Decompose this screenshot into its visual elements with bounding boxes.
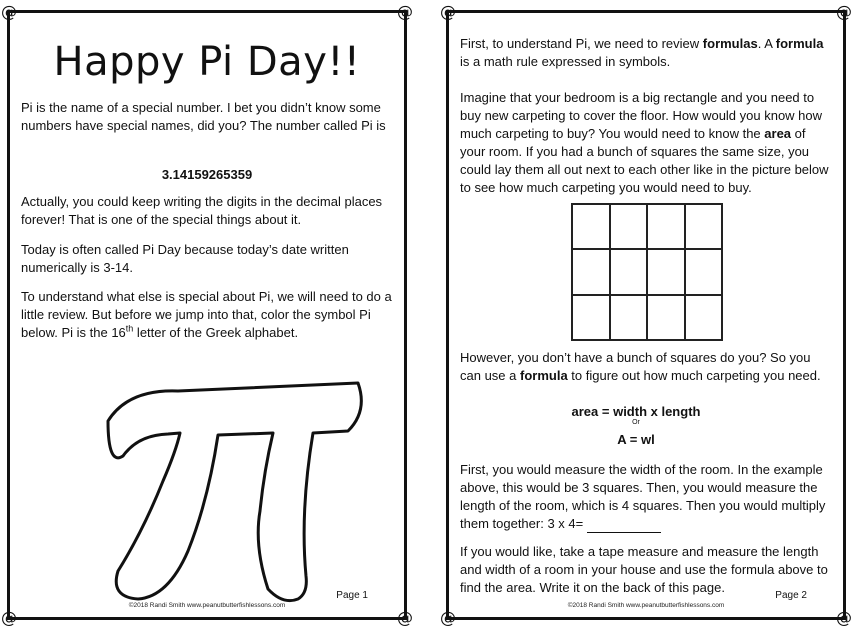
grid-cell xyxy=(610,295,648,340)
swirl-icon: @ xyxy=(1,2,17,21)
grid-cell xyxy=(685,295,723,340)
swirl-icon: @ xyxy=(1,608,17,627)
intro-paragraph: Pi is the name of a special number. I bet you didn’t know some numbers have special names, did you? The number called Pi is xyxy=(21,100,386,133)
worksheet-page-2 xyxy=(440,2,852,627)
copyright: ©2018 Randi Smith www.peanutbutterfishlessons.com xyxy=(567,602,725,609)
swirl-icon: @ xyxy=(397,2,413,21)
area-formula: area = width x length xyxy=(571,404,701,419)
swirl-icon: @ xyxy=(836,2,852,21)
grid-cell xyxy=(572,295,610,340)
review-paragraph: To understand what else is special about Pi, we will need to do a little review. But before we jump into that, color the symbol Pi below. Pi is the 16th letter of the Greek alphabet. xyxy=(21,289,392,340)
measure-paragraph: First, you would measure the width of the room. In the example above, this would be 3 squares. Then, you would measure the length of the room, which is 4 squares. Then you would multiply them together: 3 x 4= xyxy=(460,462,826,531)
decimal-paragraph: Actually, you could keep writing the digits in the decimal places forever! That is one of the special things about it. xyxy=(21,194,383,227)
grid-cell xyxy=(647,204,685,249)
grid-cell xyxy=(685,249,723,294)
grid-cell xyxy=(572,249,610,294)
page-number: Page 2 xyxy=(775,590,807,601)
page-title: Happy Pi Day!! xyxy=(53,39,361,85)
formulas-paragraph: First, to understand Pi, we need to review formulas. A formula is a math rule expressed in symbols. xyxy=(460,36,824,69)
or-label: Or xyxy=(632,419,640,426)
homework-paragraph: If you would like, take a tape measure and measure the length and width of a room in your house and use the formula above to find the area. Write it on the back of this page. xyxy=(460,544,828,595)
grid-cell xyxy=(647,295,685,340)
grid-cell xyxy=(647,249,685,294)
copyright: ©2018 Randi Smith www.peanutbutterfishlessons.com xyxy=(128,602,286,609)
page-number: Page 1 xyxy=(336,590,368,601)
swirl-icon: @ xyxy=(836,608,852,627)
pi-symbol-outline xyxy=(68,361,368,611)
formula-paragraph: However, you don’t have a bunch of squares do you? So you can use a formula to figure out how much carpeting you need. xyxy=(460,350,821,383)
pi-value: 3.14159265359 xyxy=(161,167,253,182)
swirl-icon: @ xyxy=(440,608,456,627)
grid-cell xyxy=(610,249,648,294)
bedroom-paragraph: Imagine that your bedroom is a big rectangle and you need to buy new carpeting to cover the floor. How would you know how much carpeting to buy? You would need to know the area of your room. If you had a bunch of squares the same size, you could lay them all out next to each other like in the picture below to see how much carpeting you would need to buy. xyxy=(460,90,829,195)
worksheet-page-1 xyxy=(1,2,413,627)
grid-cell xyxy=(685,204,723,249)
grid-cell xyxy=(572,204,610,249)
answer-blank[interactable] xyxy=(587,520,661,533)
grid-cell xyxy=(610,204,648,249)
area-grid xyxy=(571,203,723,341)
swirl-icon: @ xyxy=(397,608,413,627)
swirl-icon: @ xyxy=(440,2,456,21)
short-formula: A = wl xyxy=(617,432,655,447)
pi-day-paragraph: Today is often called Pi Day because today’s date written numerically is 3-14. xyxy=(21,242,349,275)
